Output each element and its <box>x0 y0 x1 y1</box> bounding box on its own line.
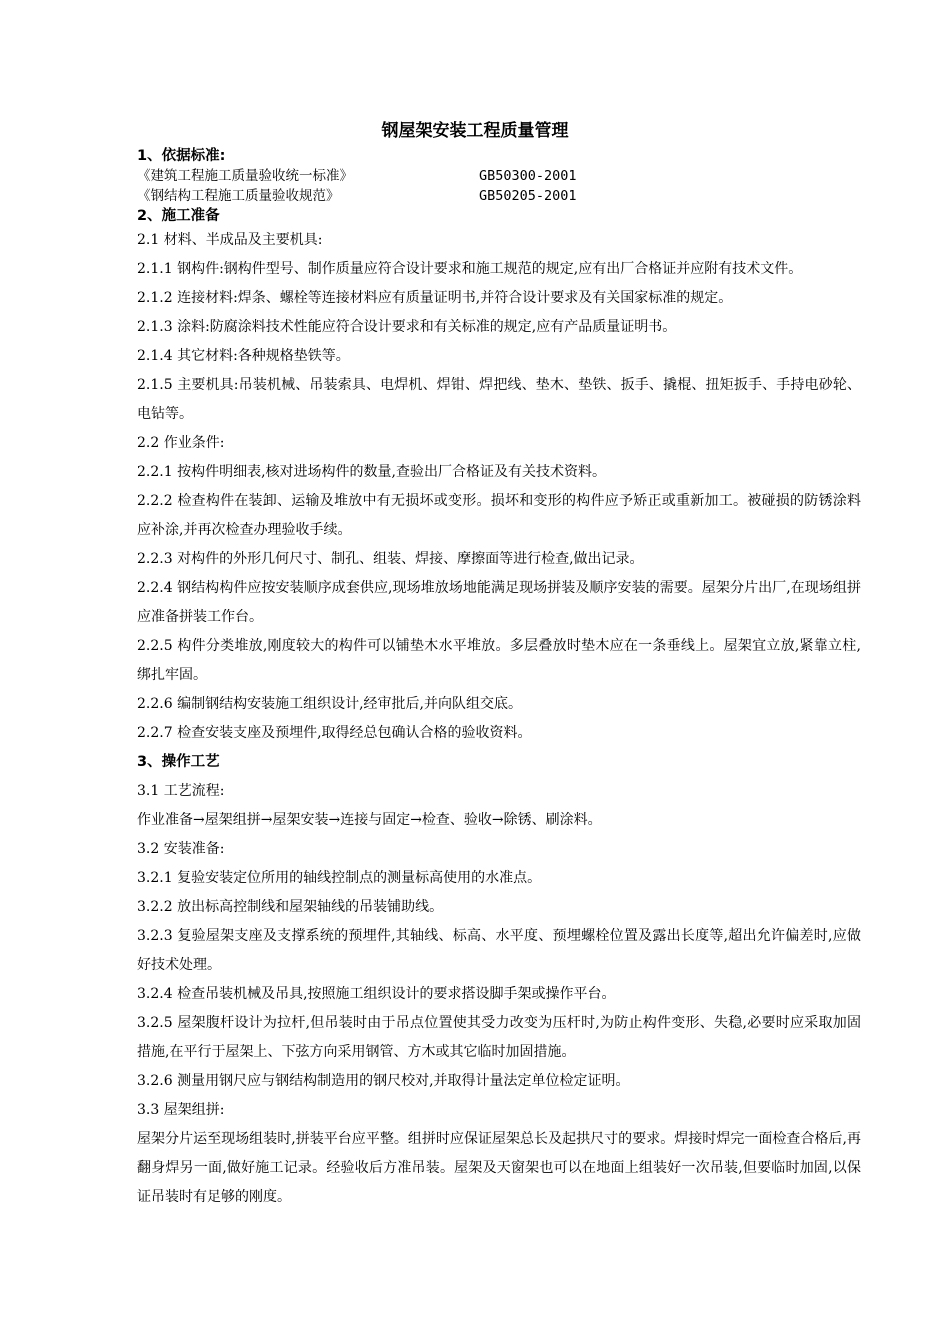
paragraph: 3.2.4 检查吊装机械及吊具,按照施工组织设计的要求搭设脚手架或操作平台。 <box>137 986 616 1002</box>
paragraph: 3.2.3 复验屋架支座及支撑系统的预埋件,其轴线、标高、水平度、预埋螺栓位置及露出长度等,超出允许偏差时,应做好技术处理。 <box>137 928 861 973</box>
section-1-heading: 1、依据标准: <box>137 148 226 164</box>
standard-name: 《建筑工程施工质量验收统一标准》 <box>137 168 353 184</box>
paragraph: 2.2.5 构件分类堆放,刚度较大的构件可以铺垫木水平堆放。多层叠放时垫木应在一条垂线上。屋架宜立放,紧靠立柱,绑扎牢固。 <box>137 638 861 683</box>
paragraph: 3.2.6 测量用钢尺应与钢结构制造用的钢尺校对,并取得计量法定单位检定证明。 <box>137 1073 630 1089</box>
paragraph: 屋架分片运至现场组装时,拼装平台应平整。组拼时应保证屋架总长及起拱尺寸的要求。焊接时焊完一面检查合格后,再翻身焊另一面,做好施工记录。经验收后方准吊装。屋架及天窗架也可以在地面上组装好一次吊装,但要临时加固,以保证吊装时有足够的刚度。 <box>137 1131 861 1205</box>
standard-row <box>137 186 861 206</box>
paragraph: 2.2 作业条件: <box>137 435 225 451</box>
document-body <box>137 146 861 1212</box>
paragraph: 2.1.5 主要机具:吊装机械、吊装索具、电焊机、焊钳、焊把线、垫木、垫铁、扳手、撬棍、扭矩扳手、手持电砂轮、电钻等。 <box>137 377 861 422</box>
standard-code: GB50300-2001 <box>479 168 577 184</box>
standard-name: 《钢结构工程施工质量验收规范》 <box>137 188 340 204</box>
paragraph: 3.1 工艺流程: <box>137 783 225 799</box>
paragraph: 2.1.4 其它材料:各种规格垫铁等。 <box>137 348 350 364</box>
paragraph: 3.2 安装准备: <box>137 841 225 857</box>
section-2-heading: 2、施工准备 <box>137 208 220 224</box>
paragraph: 2.2.1 按构件明细表,核对进场构件的数量,查验出厂合格证及有关技术资料。 <box>137 464 606 480</box>
paragraph: 2.1.2 连接材料:焊条、螺栓等连接材料应有质量证明书,并符合设计要求及有关国家标准的规定。 <box>137 290 733 306</box>
paragraph: 2.2.6 编制钢结构安装施工组织设计,经审批后,并向队组交底。 <box>137 696 522 712</box>
page-title: 钢屋架安装工程质量管理 <box>381 121 569 141</box>
paragraph: 3.3 屋架组拼: <box>137 1102 225 1118</box>
paragraph: 2.1 材料、半成品及主要机具: <box>137 232 323 248</box>
standard-code: GB50205-2001 <box>479 188 577 204</box>
paragraph: 2.1.1 钢构件:钢构件型号、制作质量应符合设计要求和施工规范的规定,应有出厂合格证并应附有技术文件。 <box>137 261 803 277</box>
paragraph: 2.2.4 钢结构构件应按安装顺序成套供应,现场堆放场地能满足现场拼装及顺序安装的需要。屋架分片出厂,在现场组拼应准备拼装工作台。 <box>137 580 861 625</box>
paragraph: 3.2.1 复验安装定位所用的轴线控制点的测量标高使用的水准点。 <box>137 870 542 886</box>
standard-row <box>137 166 861 186</box>
paragraph: 3.2.2 放出标高控制线和屋架轴线的吊装铺助线。 <box>137 899 444 915</box>
paragraph: 2.1.3 涂料:防腐涂料技术性能应符合设计要求和有关标准的规定,应有产品质量证明书。 <box>137 319 677 335</box>
section-3-heading: 3、操作工艺 <box>137 754 220 770</box>
paragraph: 作业准备→屋架组拼→屋架安装→连接与固定→检查、验收→除锈、刷涂料。 <box>137 812 602 828</box>
paragraph: 2.2.2 检查构件在装卸、运输及堆放中有无损坏或变形。损坏和变形的构件应予矫正或重新加工。被碰损的防锈涂料应补涂,并再次检查办理验收手续。 <box>137 493 861 538</box>
paragraph: 2.2.7 检查安装支座及预埋件,取得经总包确认合格的验收资料。 <box>137 725 532 741</box>
paragraph: 3.2.5 屋架腹杆设计为拉杆,但吊装时由于吊点位置使其受力改变为压杆时,为防止构件变形、失稳,必要时应采取加固措施,在平行于屋架上、下弦方向采用钢管、方木或其它临时加固措施。 <box>137 1015 861 1060</box>
paragraph: 2.2.3 对构件的外形几何尺寸、制孔、组装、焊接、摩擦面等进行检查,做出记录。 <box>137 551 644 567</box>
